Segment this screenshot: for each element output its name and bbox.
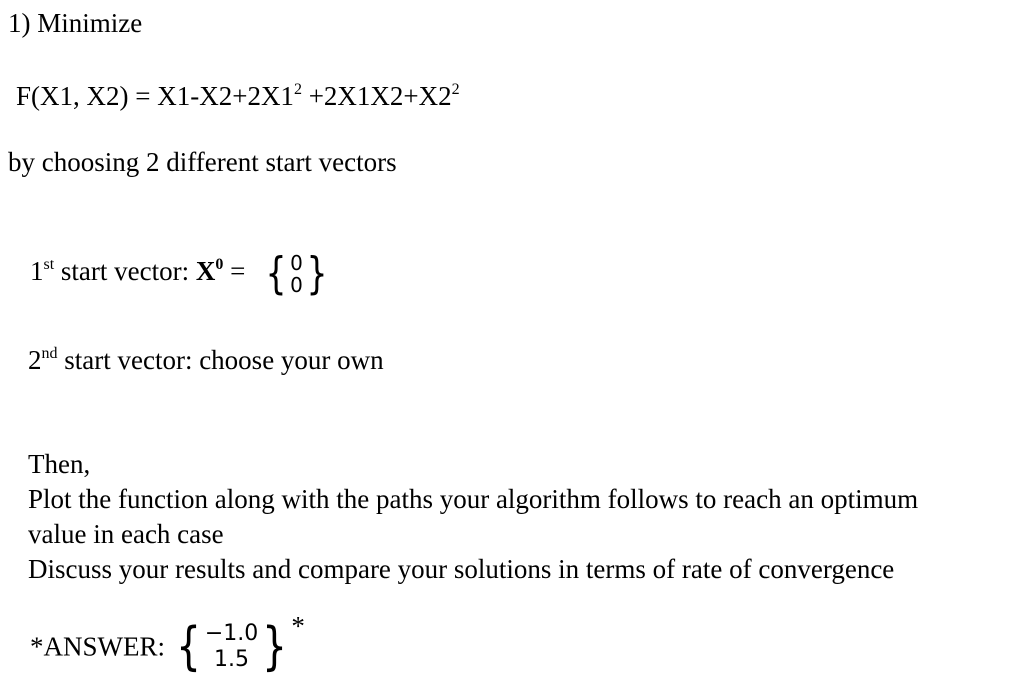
then-text: Then, [28, 449, 91, 479]
vector-symbol: X [195, 256, 216, 287]
answer-left-brace: { [175, 617, 201, 677]
second-ordinal-suffix: nd [41, 345, 58, 362]
right-brace: } [306, 248, 328, 299]
vector-symbol-sup: 0 [215, 256, 224, 274]
equals-sign: = [223, 256, 246, 287]
exponent-1: 2 [293, 81, 302, 98]
first-start-vector [30, 248, 331, 299]
instruction-text-content: by choosing 2 different start vectors [8, 147, 397, 177]
second-start-vector [28, 347, 384, 374]
answer-suffix: * [291, 611, 305, 641]
first-label: start vector: [54, 256, 196, 287]
vector-value-1: 0 [290, 251, 303, 275]
answer-value-1: −1.0 [204, 621, 259, 646]
left-brace: { [265, 248, 287, 299]
answer-column [205, 621, 258, 673]
vector-value-2: 0 [290, 273, 303, 297]
exponent-2: 2 [451, 81, 460, 98]
plot-text-line1: Plot the function along with the paths your algorithm follows to reach an optimum [28, 484, 919, 514]
second-label: start vector: choose your own [57, 345, 384, 375]
answer-vector [172, 617, 292, 677]
problem-title [8, 10, 142, 37]
task-paragraph [28, 447, 1022, 587]
plot-text-line2: value in each case [28, 519, 224, 549]
objective-function [16, 83, 460, 110]
answer-prefix: *ANSWER: [30, 631, 172, 662]
first-ordinal: 1 [30, 256, 44, 287]
instruction-text [8, 149, 397, 176]
first-ordinal-suffix: st [43, 256, 55, 274]
function-text: F(X1, X2) = X1-X2+2X1 [16, 81, 294, 111]
vector-column [290, 252, 303, 296]
second-ordinal: 2 [28, 345, 42, 375]
answer-right-brace: } [262, 617, 288, 677]
discuss-text: Discuss your results and compare your solutions in terms of rate of convergence [28, 554, 895, 584]
problem-title-text: 1) Minimize [8, 8, 143, 38]
start-vector-matrix [262, 248, 331, 299]
function-term2: +2X1X2+X2 [301, 81, 452, 111]
answer-value-2: 1.5 [214, 647, 250, 672]
answer [30, 611, 305, 677]
